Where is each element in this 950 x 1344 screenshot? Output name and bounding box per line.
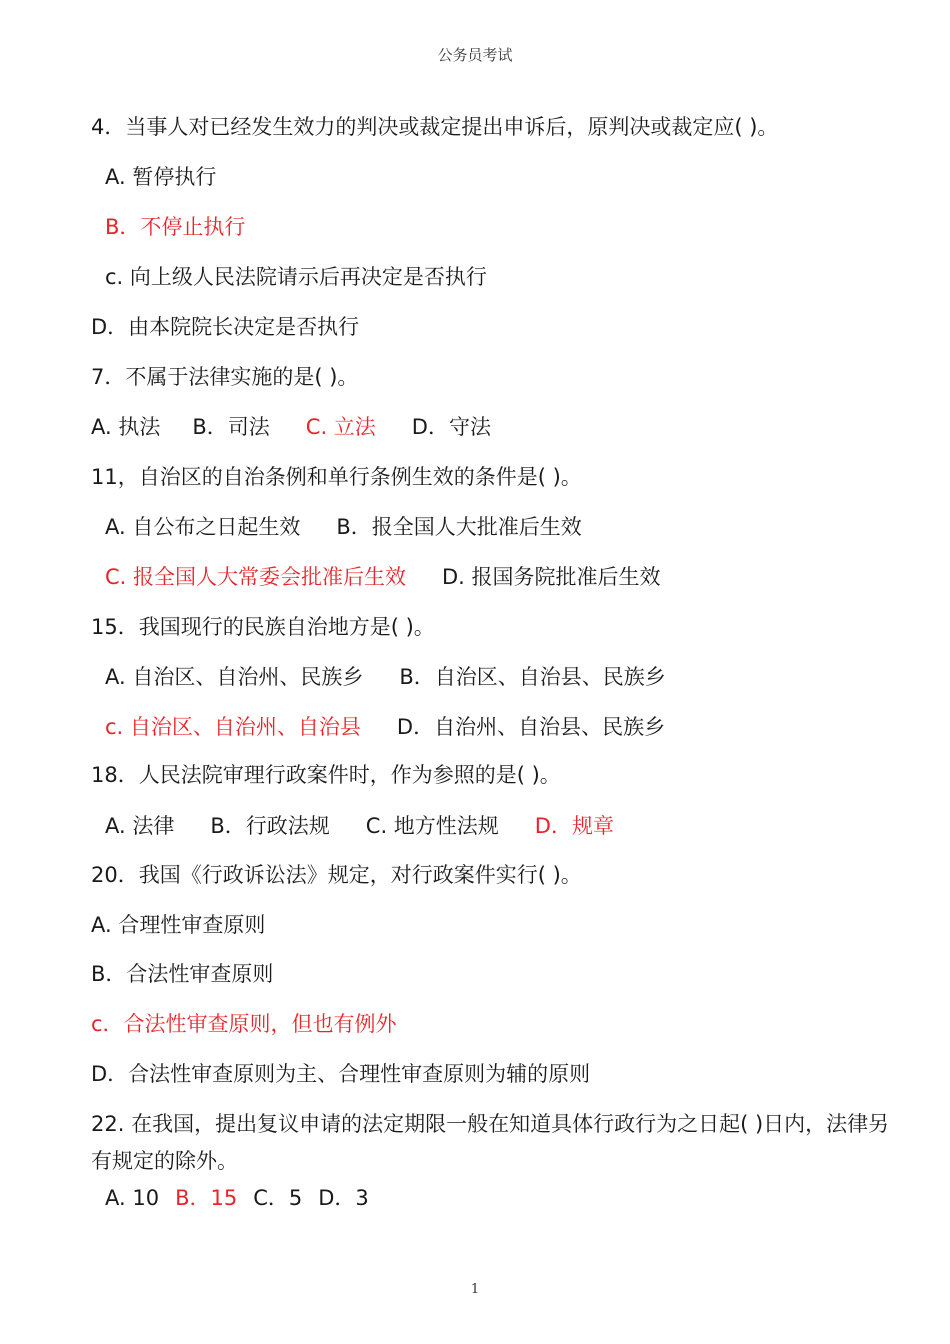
question-15-options-row-2: [105, 714, 665, 741]
question-15-options-row-1: [105, 664, 666, 691]
question-18-option-b: B．行政法规: [210, 814, 330, 838]
question-20-option-b: B．合法性审查原则: [91, 962, 274, 986]
question-22-option-a: A. 10: [105, 1186, 160, 1210]
question-15-option-d: D．自治州、自治县、民族乡: [396, 715, 666, 739]
question-4-option-a: A. 暂停执行: [105, 165, 217, 189]
question-4-option-d: D．由本院院长决定是否执行: [91, 315, 360, 339]
question-20-option-d: D．合法性审查原则为主、合理性审查原则为辅的原则: [91, 1062, 591, 1086]
page-header: 公务员考试: [437, 46, 513, 64]
question-11-options-row-2: [105, 564, 661, 591]
question-4-option-b-answer: B．不停止执行: [105, 215, 246, 239]
question-11-option-a: A. 自公布之日起生效: [105, 515, 301, 539]
question-7-option-d: D．守法: [411, 415, 491, 439]
question-4-stem: 4．当事人对已经发生效力的判决或裁定提出申诉后，原判决或裁定应( )。: [91, 115, 779, 139]
question-22-options: [105, 1185, 369, 1212]
question-11-option-b: B．报全国人大批准后生效: [336, 515, 582, 539]
question-11-option-c-answer: C. 报全国人大常委会批准后生效: [105, 565, 407, 589]
question-18-option-d-answer: D．规章: [534, 814, 614, 838]
question-11-option-d: D. 报国务院批准后生效: [442, 565, 661, 589]
question-7-options: [91, 414, 491, 441]
question-7-option-a: A. 执法: [91, 415, 161, 439]
question-22-stem: 22. 在我国，提出复议申请的法定期限一般在知道具体行政行为之日起( )日内，法律另有规定的除外。: [91, 1112, 890, 1173]
question-18-stem: 18．人民法院审理行政案件时，作为参照的是( )。: [91, 763, 561, 787]
question-22-option-b-answer: B．15: [175, 1186, 238, 1210]
question-22-option-d: D．3: [318, 1186, 369, 1210]
question-7-option-c-answer: C. 立法: [305, 415, 376, 439]
question-7-stem: 7．不属于法律实施的是( )。: [91, 365, 359, 389]
question-18-option-a: A. 法律: [105, 814, 175, 838]
question-15-option-a: A. 自治区、自治州、民族乡: [105, 665, 364, 689]
question-7-option-b: B．司法: [192, 415, 270, 439]
question-20-stem: 20．我国《行政诉讼法》规定，对行政案件实行( )。: [91, 863, 582, 887]
page-number: 1: [470, 1282, 480, 1297]
question-11-options-row-1: [105, 514, 582, 541]
question-15-option-c-answer: c. 自治区、自治州、自治县: [105, 715, 361, 739]
question-15-stem: 15．我国现行的民族自治地方是( )。: [91, 615, 435, 639]
question-15-option-b: B．自治区、自治县、民族乡: [399, 665, 666, 689]
question-20-option-a: A. 合理性审查原则: [91, 913, 266, 937]
question-18-option-c: C. 地方性法规: [365, 814, 499, 838]
question-22-option-c: C．5: [253, 1186, 303, 1210]
question-18-options: [105, 813, 614, 840]
question-20-option-c-answer: c．合法性审查原则，但也有例外: [91, 1012, 397, 1036]
question-4-option-c: c. 向上级人民法院请示后再决定是否执行: [105, 265, 487, 289]
question-11-stem: 11，自治区的自治条例和单行条例生效的条件是( )。: [91, 465, 582, 489]
